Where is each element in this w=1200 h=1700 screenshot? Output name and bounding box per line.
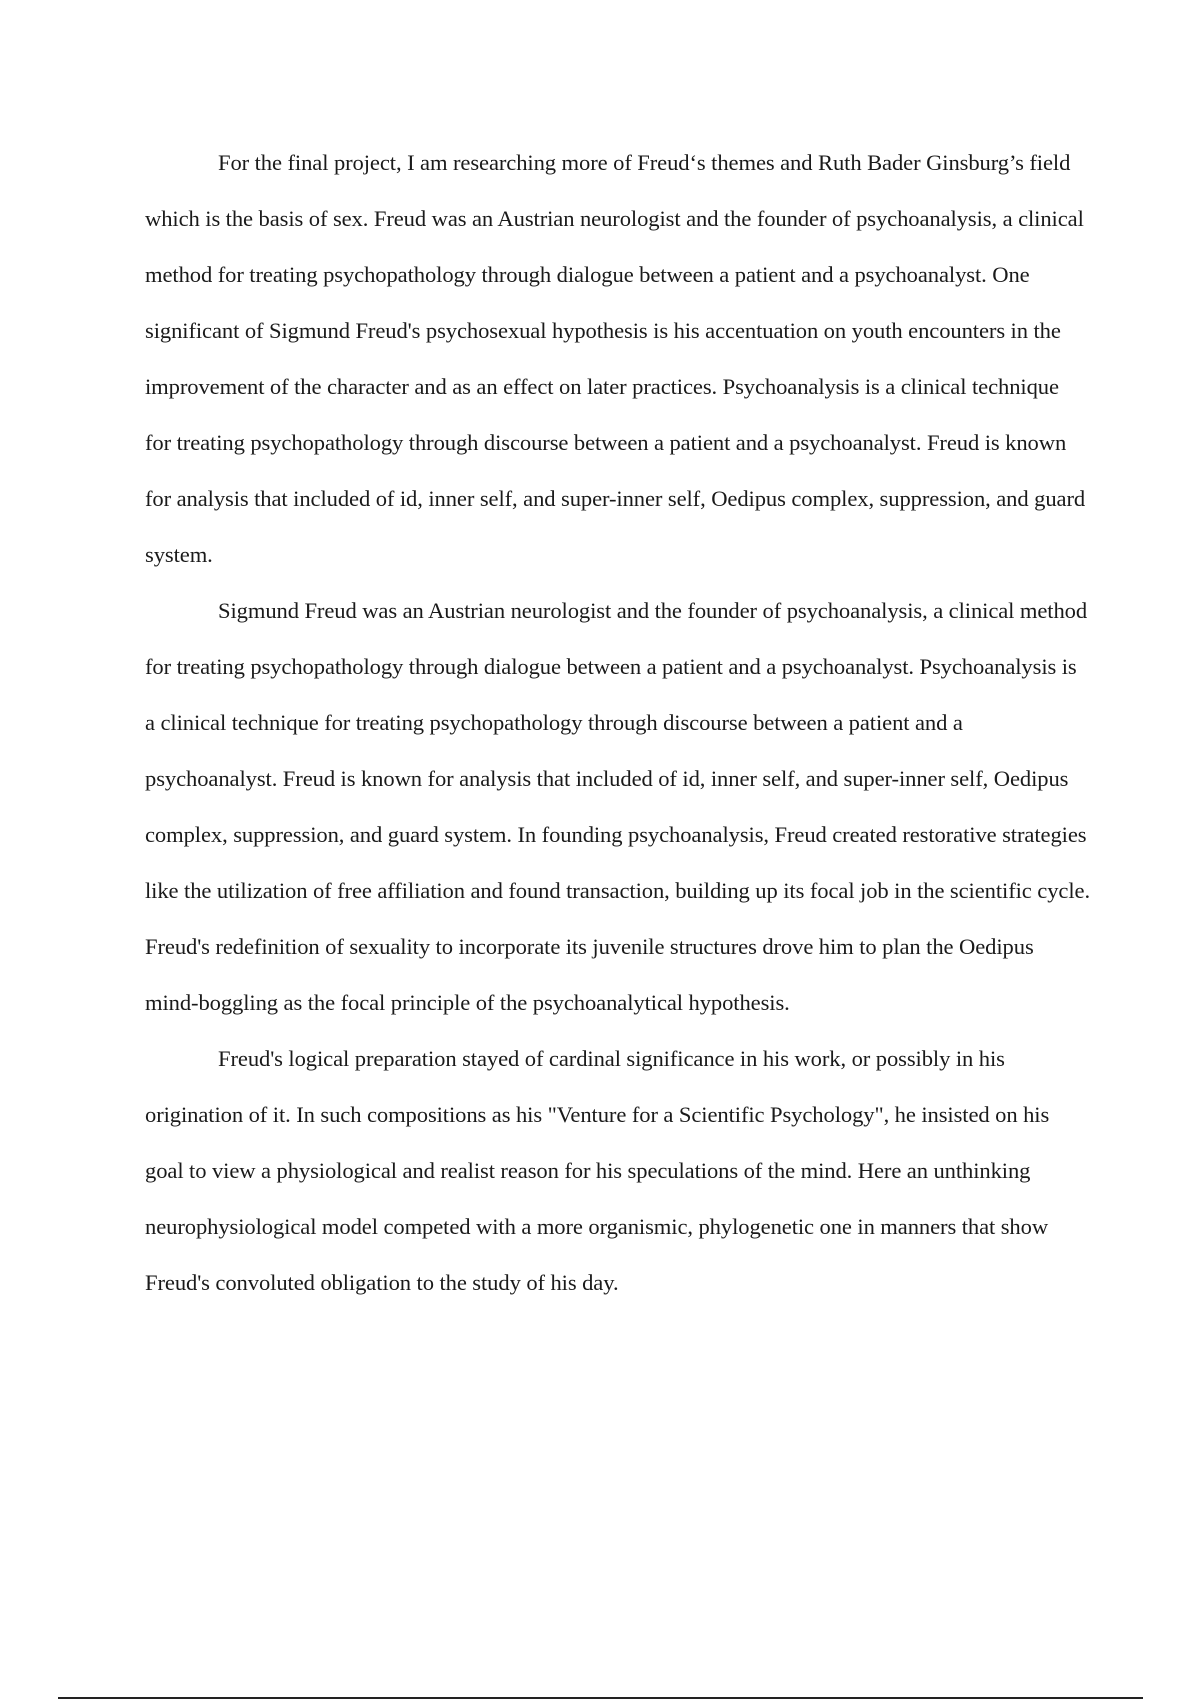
paragraph-1: For the final project, I am researching more of Freud‘s themes and Ruth Bader Ginsburg’s field which is the basis of sex. Freud was an Austrian neurologist and the founder of psychoanalysis, a clinical method for treating psychopathology through dialogue between a patient and a psychoanalyst. One significant of Sigmund Freud's psychosexual hypothesis is his accentuation on youth encounters in the improvement of the character and as an effect on later practices. Psychoanalysis is a clinical technique for treating psychopathology through discourse between a patient and a psychoanalyst. Freud is known for analysis that included of id, inner self, and super-inner self, Oedipus complex, suppression, and guard system. <box>145 150 1086 567</box>
paragraph-3: Freud's logical preparation stayed of cardinal significance in his work, or possibly in his origination of it. In such compositions as his "Venture for a Scientific Psychology", he insisted on his goal to view a physiological and realist reason for his speculations of the mind. Here an unthinking neurophysiological model competed with a more organismic, phylogenetic one in manners that show Freud's convoluted obligation to the study of his day. <box>145 1046 1050 1295</box>
paragraph-2: Sigmund Freud was an Austrian neurologist and the founder of psychoanalysis, a clinical method for treating psychopathology through dialogue between a patient and a psychoanalyst. Psychoanalysis is a clinical technique for treating psychopathology through discourse between a patient and a psychoanalyst. Freud is known for analysis that included of id, inner self, and super-inner self, Oedipus complex, suppression, and guard system. In founding psychoanalysis, Freud created restorative strategies like the utilization of free affiliation and found transaction, building up its focal job in the scientific cycle. Freud's redefinition of sexuality to incorporate its juvenile structures drove him to plan the Oedipus mind-boggling as the focal principle of the psychoanalytical hypothesis. <box>145 598 1090 1015</box>
document-body <box>145 135 1090 1311</box>
footer-divider <box>58 1697 1143 1699</box>
